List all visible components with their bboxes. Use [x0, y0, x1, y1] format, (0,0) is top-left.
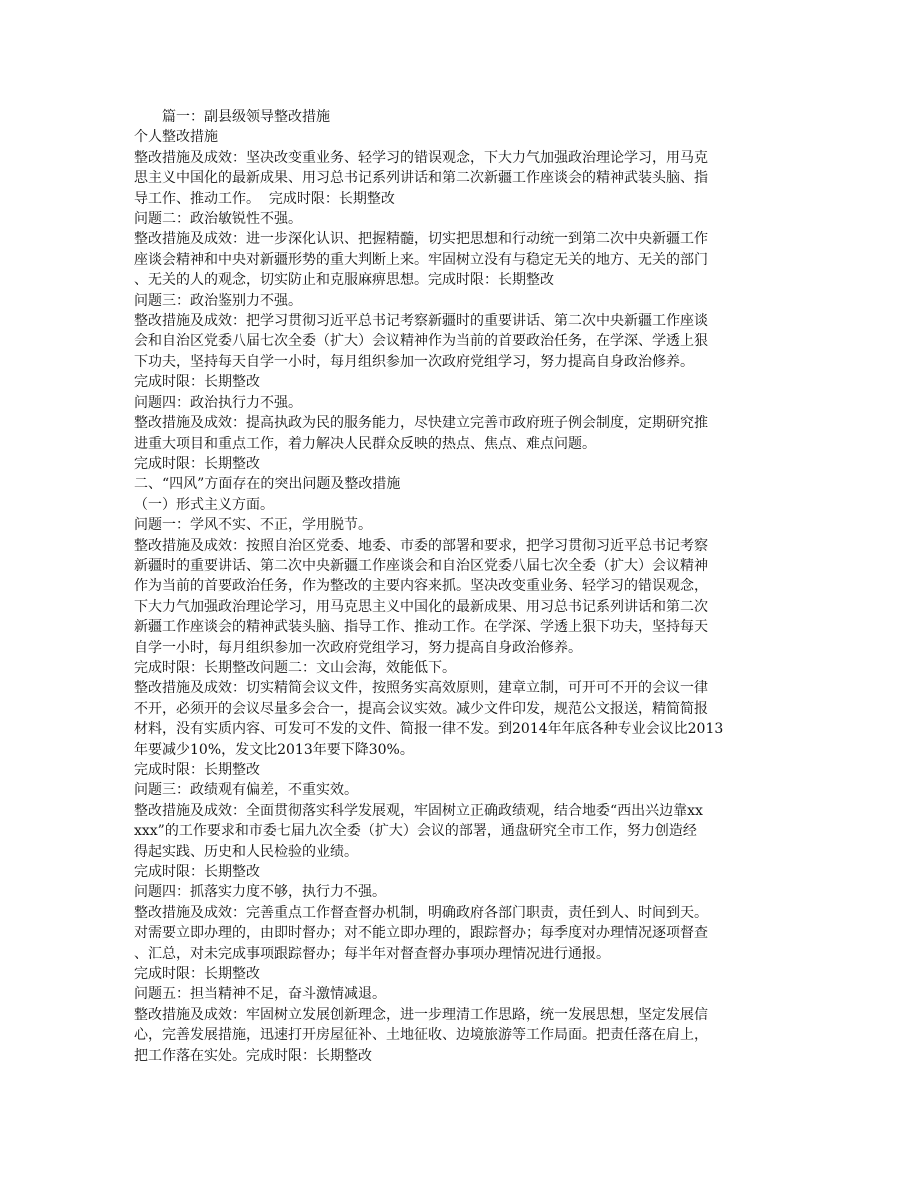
text-line: 心，完善发展措施，迅速打开房屋征补、土地征收、边境旅游等工作局面。把责任落在肩上， — [134, 1027, 708, 1044]
text-line: 整改措施及成效：切实精简会议文件，按照务实高效原则，建章立制，可开可不开的会议一律 — [134, 680, 708, 697]
text-line: xxx”的工作要求和市委七届九次全委（扩大）会议的部署，通盘研究全市工作，努力创造经 — [134, 823, 697, 840]
text-line: 完成时限：长期整改 — [134, 864, 260, 881]
text-line: 得起实践、历史和人民检验的业绩。 — [134, 843, 358, 860]
text-line: 新疆时的重要讲话、第二次中央新疆工作座谈会和自治区党委八届七次全委（扩大）会议精神 — [134, 557, 708, 574]
text-line: 问题二：政治敏锐性不强。 — [134, 211, 302, 228]
text-line: 整改措施及成效：全面贯彻落实科学发展观，牢固树立正确政绩观，结合地委“西出兴边靠xx — [134, 802, 703, 819]
text-line: 作为当前的首要政治任务，作为整改的主要内容来抓。坚决改变重业务、轻学习的错误观念， — [134, 578, 708, 595]
text-line: （一）形式主义方面。 — [134, 496, 274, 513]
text-line: 完成时限：长期整改 — [134, 762, 260, 778]
text-line: 新疆工作座谈会的精神武装头脑、指导工作、推动工作。在学深、学透上狠下功夫，坚持每天 — [134, 619, 708, 636]
text-line: 下功夫，坚持每天自学一小时，每月组织参加一次政府党组学习，努力提高自身政治修养。 — [134, 353, 694, 370]
text-line: 问题三：政治鉴别力不强。 — [134, 292, 302, 309]
document-body — [134, 107, 794, 1066]
text-line: 问题五：担当精神不足，奋斗激情减退。 — [134, 986, 386, 1003]
text-line: 完成时限：长期整改 — [134, 455, 260, 472]
text-line: 整改措施及成效：提高执政为民的服务能力，尽快建立完善市政府班子例会制度，定期研究推 — [134, 415, 708, 432]
text-line: 整改措施及成效：进一步深化认识、把握精髓，切实把思想和行动统一到第二次中央新疆工作 — [134, 231, 708, 248]
text-line: 个人整改措施 — [134, 129, 218, 146]
text-line: 进重大项目和重点工作，着力解决人民群众反映的热点、焦点、难点问题。 — [134, 435, 596, 452]
text-line: 自学一小时，每月组织参加一次政府党组学习，努力提高自身政治修养。 — [134, 639, 582, 656]
text-line: 把工作落在实处。完成时限：长期整改 — [134, 1047, 372, 1064]
text-line: 问题四：抓落实力度不够，执行力不强。 — [134, 884, 386, 901]
text-line: 座谈会精神和中央对新疆形势的重大判断上来。牢固树立没有与稳定无关的地方、无关的部门 — [134, 251, 708, 268]
text-line: 整改措施及成效：坚决改变重业务、轻学习的错误观念，下大力气加强政治理论学习，用马克 — [134, 149, 708, 166]
text-line: 导工作、推动工作。 完成时限：长期整改 — [134, 190, 395, 207]
text-line: 不开，必须开的会议尽量多会合一，提高会议实效。减少文件印发，规范公文报送，精简简报 — [134, 700, 708, 717]
text-line: 年要减少10%，发文比2013年要下降30%。 — [134, 741, 414, 758]
text-line: 对需要立即办理的，由即时督办；对不能立即办理的，跟踪督办；每季度对办理情况逐项督查 — [134, 925, 708, 942]
document-title: 篇一：副县级领导整改措施 — [162, 109, 330, 125]
text-line: 材料，没有实质内容、可发可不发的文件、简报一律不发。到2014年年底各种专业会议比2013 — [134, 721, 724, 738]
text-line: 思主义中国化的最新成果、用习总书记系列讲话和第二次新疆工作座谈会的精神武装头脑、指 — [134, 170, 708, 187]
text-line: 完成时限：长期整改问题二：文山会海，效能低下。 — [134, 659, 456, 676]
text-line: 问题一：学风不实、不正，学用脱节。 — [134, 517, 372, 534]
text-line: 、无关的人的观念，切实防止和克服麻痹思想。完成时限：长期整改 — [134, 272, 554, 289]
text-line: 整改措施及成效：牢固树立发展创新理念，进一步理清工作思路，统一发展思想，坚定发展信 — [134, 1006, 708, 1023]
text-line: 整改措施及成效：把学习贯彻习近平总书记考察新疆时的重要讲话、第二次中央新疆工作座谈 — [134, 313, 708, 330]
text-line: 下大力气加强政治理论学习，用马克思主义中国化的最新成果、用习总书记系列讲话和第二次 — [134, 598, 708, 615]
text-line: 问题三：政绩观有偏差，不重实效。 — [134, 782, 358, 799]
text-line: 、汇总，对未完成事项跟踪督办；每半年对督查督办事项办理情况进行通报。 — [134, 945, 610, 962]
text-line: 完成时限：长期整改 — [134, 966, 260, 983]
text-line: 会和自治区党委八届七次全委（扩大）会议精神作为当前的首要政治任务，在学深、学透上狠 — [134, 333, 708, 350]
text-line: 完成时限：长期整改 — [134, 374, 260, 391]
text-line: 二、“四风”方面存在的突出问题及整改措施 — [134, 476, 401, 493]
text-line: 整改措施及成效：完善重点工作督查督办机制，明确政府各部门职责，责任到人、时间到天。 — [134, 904, 708, 921]
text-line: 整改措施及成效：按照自治区党委、地委、市委的部署和要求，把学习贯彻习近平总书记考察 — [134, 537, 708, 554]
text-line: 问题四：政治执行力不强。 — [134, 394, 302, 411]
